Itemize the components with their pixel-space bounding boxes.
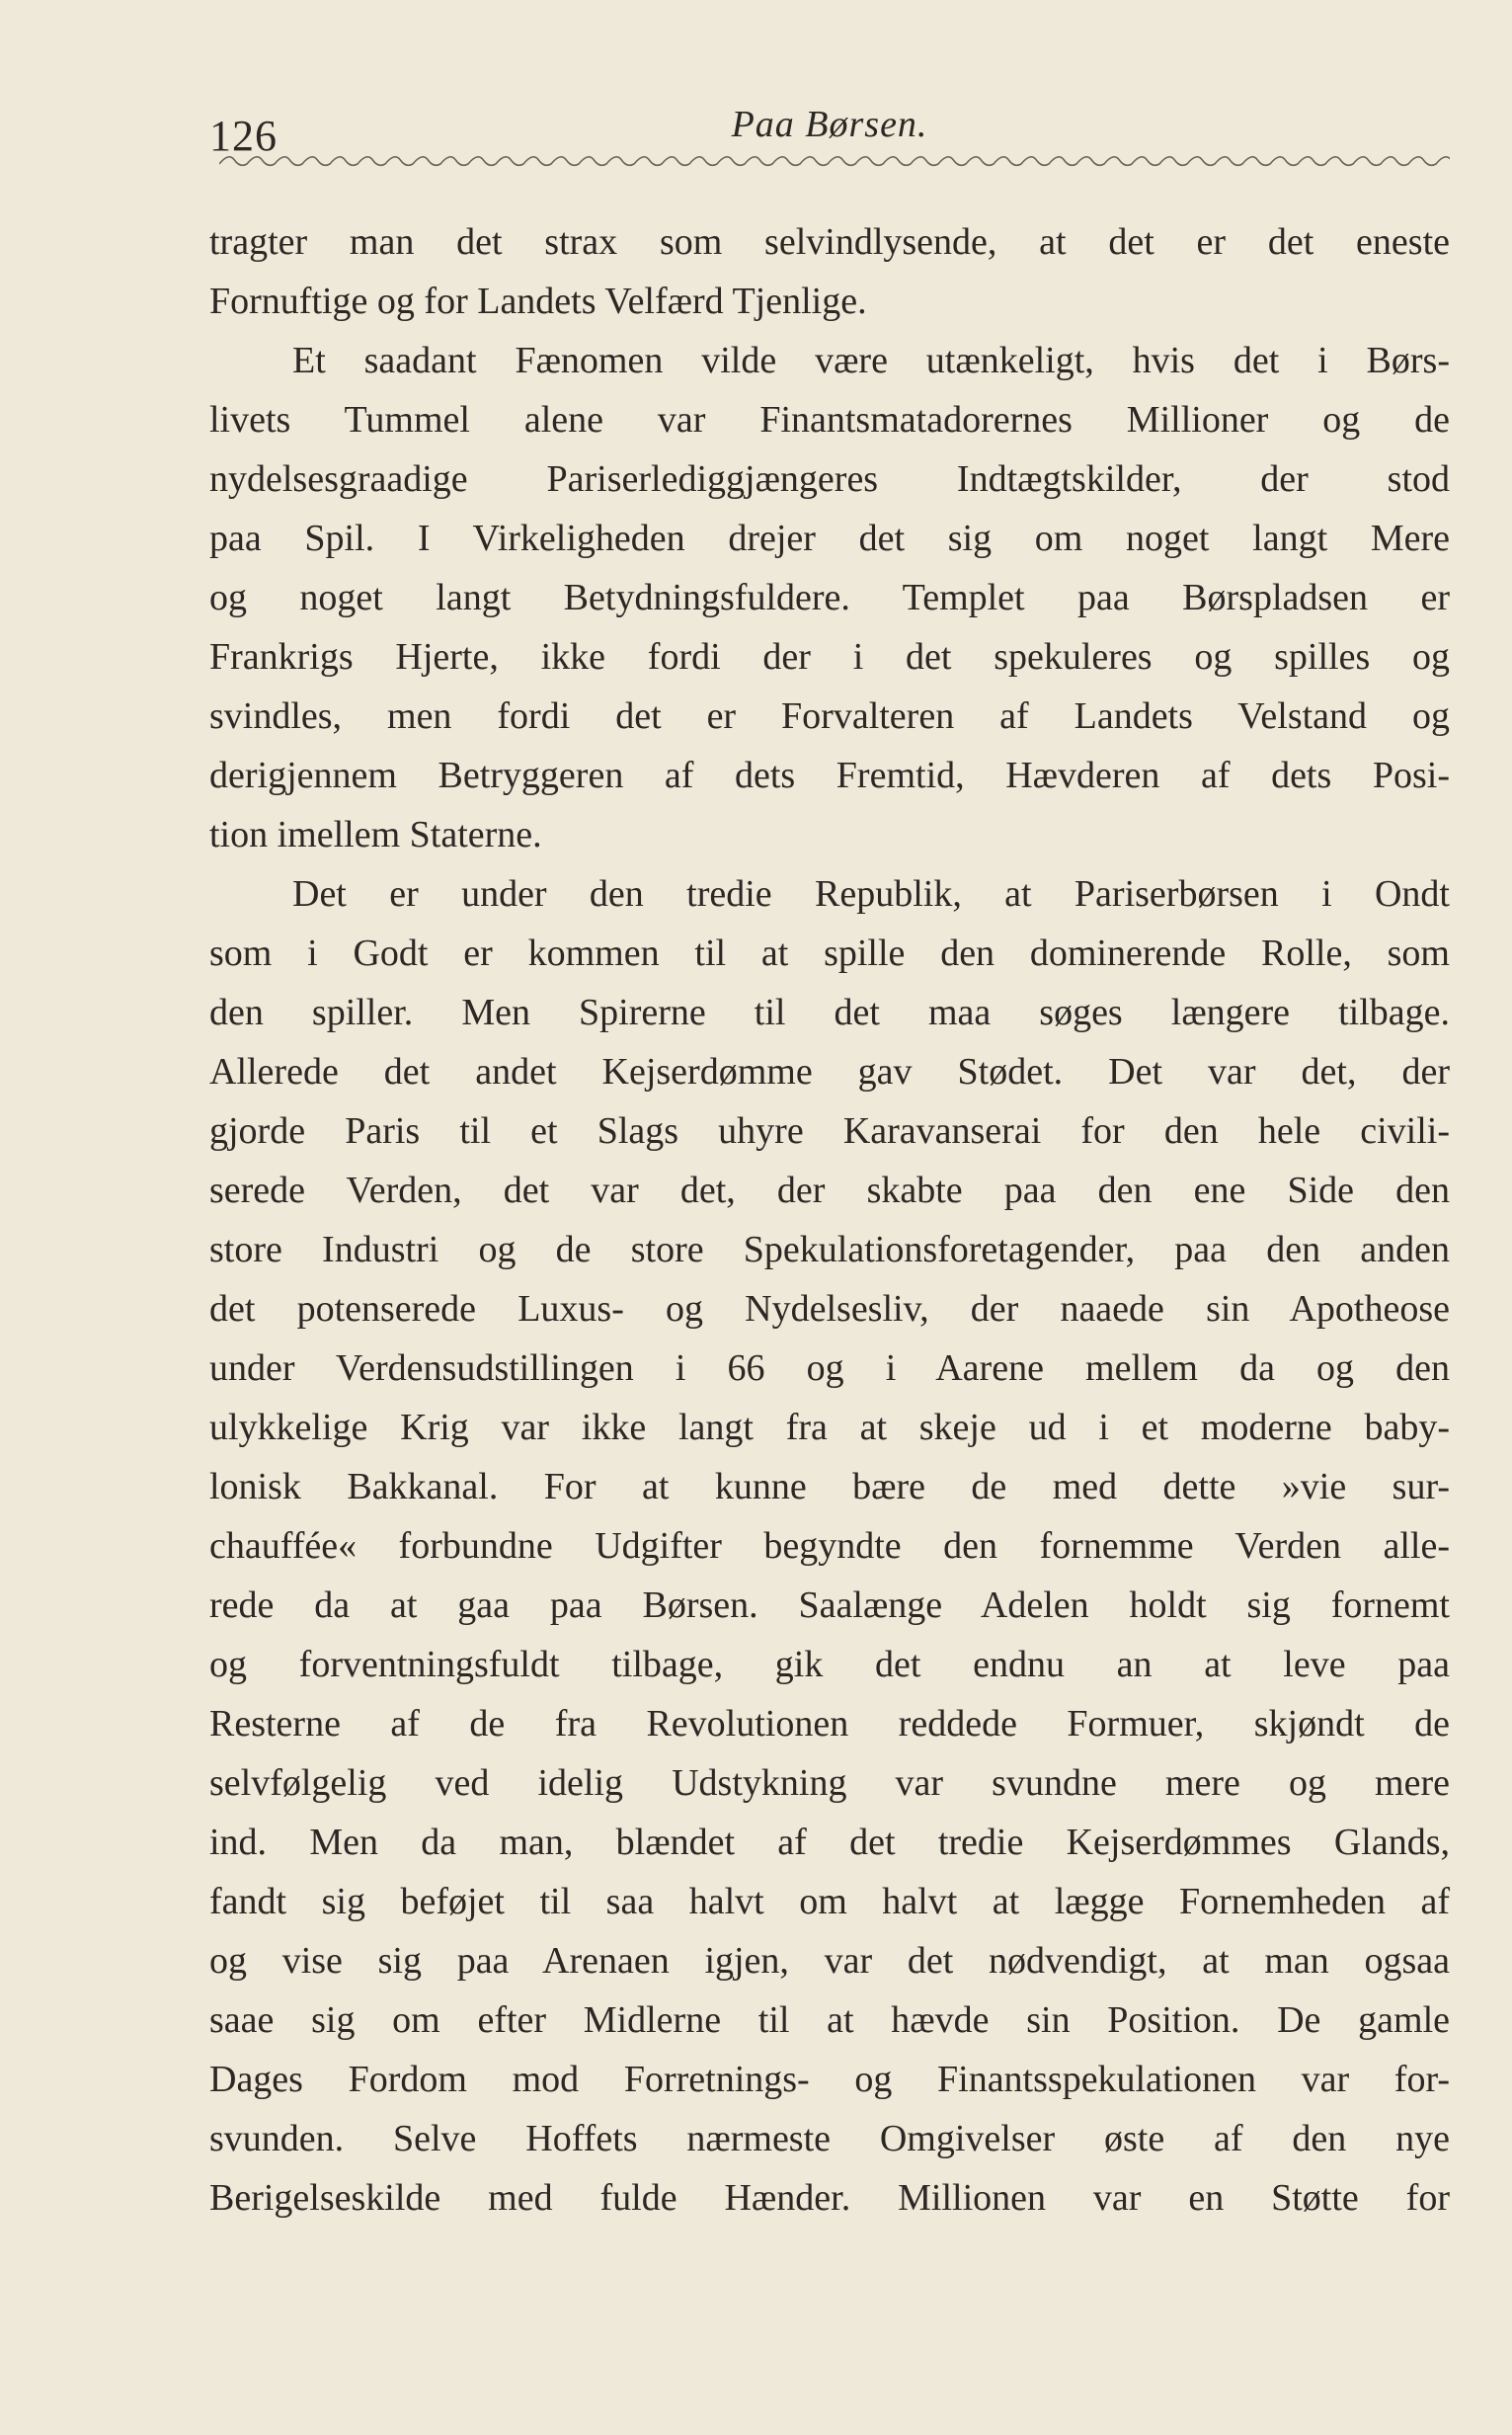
text-line: serede Verden, det var det, der skabte paa den ene Side den [209,1170,1450,1211]
text-line: Resterne af de fra Revolutionen reddede Formuer, skjøndt de [209,1703,1450,1745]
text-line: Et saadant Fænomen vilde være utænkeligt, hvis det i Børs- [292,340,1450,381]
text-line: lonisk Bakkanal. For at kunne bære de med dette »vie sur- [209,1466,1450,1507]
text-line: selvfølgelig ved idelig Udstykning var svundne mere og mere [209,1762,1450,1804]
text-line: Allerede det andet Kejserdømme gav Stødet. Det var det, der [209,1051,1450,1093]
text-line: gjorde Paris til et Slags uhyre Karavanserai for den hele civili- [209,1110,1450,1152]
text-line: som i Godt er kommen til at spille den dominerende Rolle, som [209,933,1450,974]
text-line: tragter man det strax som selvindlysende, at det er det eneste [209,221,1450,263]
text-line: livets Tummel alene var Finantsmatadorernes Millioner og de [209,399,1450,441]
text-line: store Industri og de store Spekulationsforetagender, paa den anden [209,1229,1450,1270]
text-line: derigjennem Betryggeren af dets Fremtid, Hævderen af dets Posi- [209,755,1450,796]
text-line: rede da at gaa paa Børsen. Saalænge Adelen holdt sig fornemt [209,1584,1450,1626]
text-line: svindles, men fordi det er Forvalteren af Landets Velstand og [209,695,1450,737]
text-line: saae sig om efter Midlerne til at hævde sin Position. De gamle [209,1999,1450,2041]
wavy-rule-ornament [219,148,1450,172]
text-line: og vise sig paa Arenaen igjen, var det nødvendigt, at man ogsaa [209,1940,1450,1982]
text-line: chauffée« forbundne Udgifter begyndte den fornemme Verden alle- [209,1525,1450,1567]
text-line: ind. Men da man, blændet af det tredie Kejserdømmes Glands, [209,1822,1450,1863]
text-line: Fornuftige og for Landets Velfærd Tjenlige. [209,281,867,322]
text-line: den spiller. Men Spirerne til det maa søges længere tilbage. [209,992,1450,1033]
page-number: 126 [209,112,278,160]
body-text [209,212,1450,2228]
text-line: og forventningsfuldt tilbage, gik det endnu an at leve paa [209,1644,1450,1685]
text-line: ulykkelige Krig var ikke langt fra at skeje ud i et moderne baby- [209,1407,1450,1448]
text-line: svunden. Selve Hoffets nærmeste Omgivelser øste af den nye [209,2118,1450,2159]
text-line: det potenserede Luxus- og Nydelsesliv, der naaede sin Apotheose [209,1288,1450,1330]
text-line: og noget langt Betydningsfuldere. Templet paa Børspladsen er [209,577,1450,618]
text-line: under Verdensudstillingen i 66 og i Aarene mellem da og den [209,1347,1450,1389]
text-line: nydelsesgraadige Pariserlediggjængeres Indtægtskilder, der stod [209,458,1450,500]
text-line: fandt sig beføjet til saa halvt om halvt at lægge Fornemheden af [209,1881,1450,1922]
text-line: Frankrigs Hjerte, ikke fordi der i det spekuleres og spilles og [209,636,1450,678]
text-line: paa Spil. I Virkeligheden drejer det sig om noget langt Mere [209,518,1450,559]
text-line: Berigelseskilde med fulde Hænder. Millionen var en Støtte for [209,2177,1450,2219]
text-line: tion imellem Staterne. [209,814,542,855]
text-line: Dages Fordom mod Forretnings- og Finantsspekulationen var for- [209,2059,1450,2100]
text-line: Det er under den tredie Republik, at Pariserbørsen i Ondt [292,873,1450,915]
running-title: Paa Børsen. [731,104,928,145]
